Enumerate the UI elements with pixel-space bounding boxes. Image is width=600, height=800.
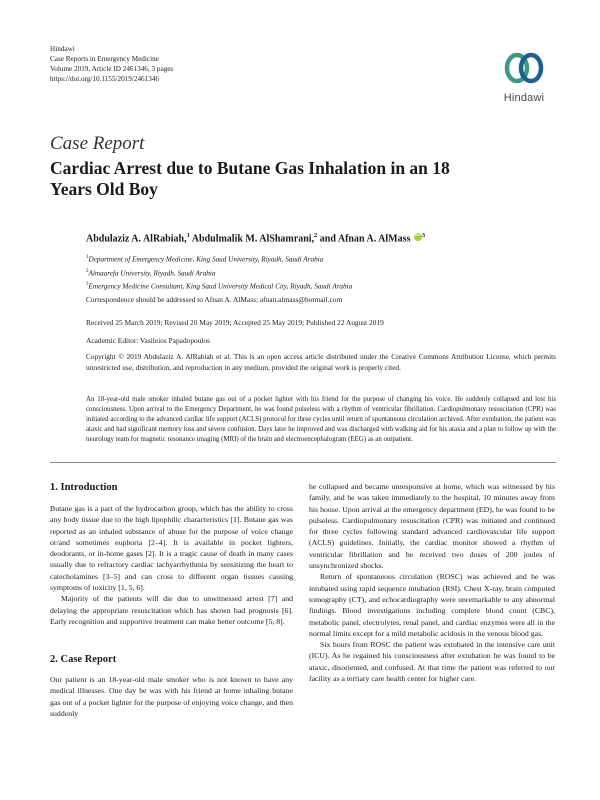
paragraph: he collapsed and became unresponsive at home, which was witnessed by his family, and he was taken immediately to the hospital, 10 minutes away from his house. Upon arrival at the emergency department (ED), he was found to be pulseless. Cardiopulmonary resuscitation (CPR) was initiated and continued for three cycles following standard advanced cardiovascular life support (ACLS) guidelines. Initially, the cardiac monitor showed a rhythm of ventricular fibrillation and he received two doses of 200 joules of unsynchronized shocks. xyxy=(309,482,555,571)
academic-editor: Academic Editor: Vasileios Papadopoulos xyxy=(86,336,211,345)
abstract: An 18-year-old male smoker inhaled butane gas out of a pocket lighter with his friend for the purpose of changing his voice. He suddenly collapsed and lost his consciousness. Upon arrival to the Emergency Department, he was found pulseless with a rhythm of ventricular fibrillation. Cardiopulmonary resuscitation (CPR) was initiated according to the advanced cardiac life support (ACLS) protocol for three cycles until return of spontaneous circulation archived. After extubation, the patient was ataxic and had significant memory loss and severe confusion. Days later he improved and was discharged with walking aid for his ataxia and a plan to follow up with the neurology team for magnetic resonance imaging (MRI) of the brain and electroencephalogram (EEG) as an outpatient. xyxy=(86,396,556,443)
author-name: Abdulmalik M. AlShamrani, xyxy=(189,233,315,245)
journal-meta xyxy=(50,44,173,84)
article-dates: Received 25 March 2019; Revised 20 May 2019; Accepted 25 May 2019; Published 22 August 2019 xyxy=(86,318,384,327)
affiliation-sup: 1 xyxy=(86,255,89,260)
author-sup: 1 xyxy=(186,232,190,239)
author-sup: 3 xyxy=(421,232,426,239)
author-sup: 2 xyxy=(314,232,318,239)
case-report-body xyxy=(50,674,293,719)
copyright-notice: Copyright © 2019 Abdulaziz A. AlRabiah et al. This is an open access article distributed under the Creative Commons Attribution License, which permits unrestricted use, distribution, and reproduction in any medium, provided the original work is properly cited. xyxy=(86,352,556,372)
affiliation-item xyxy=(86,252,352,266)
author-name: and Afnan A. AlMass xyxy=(317,233,411,245)
paragraph: Return of spontaneous circulation (ROSC) was achieved and he was intubated using rapid sequence intubation (RSI). Chest X-ray, brain computed tomography (CT), and echocardiography were unremarkable to any abnormal findings. Blood investigations including complete blood count (CBC), metabolic panel, electrolytes, renal panel, and cardiac enzymes were all in the normal limits except for a mild metabolic acidosis in the venous blood gas. xyxy=(309,572,555,638)
author-name: Abdulaziz A. AlRabiah, xyxy=(86,233,187,245)
author-list xyxy=(86,232,425,244)
affiliations xyxy=(86,252,352,293)
section-heading-introduction: 1. Introduction xyxy=(50,482,118,493)
logo-text: Hindawi xyxy=(503,92,545,104)
affiliation-item xyxy=(86,279,352,293)
paragraph: Butane gas is a part of the hydrocarbon group, which has the ability to cross any body tissue due to the high lipophilic characteristics [1]. Butane gas was reported as an inhaled substance of abuse for the purpose of voice change or/and sometimes euphoria [2–4]. It is available in pocket lighters, deodorants, or in-home gases [2]. It is a tragic cause of death in many cases usually due to refractory cardiac tachyarrhythmia by sensitizing the heart to catecholamines [3–5] and can cross to different organ tissues causing symptoms of toxicity [1, 5, 6]. xyxy=(50,504,293,593)
orcid-icon[interactable] xyxy=(414,233,422,241)
introduction-body xyxy=(50,503,293,627)
paragraph: Our patient is an 18-year-old male smoker who is not known to have any medical illnesses. One day he was with his friend at home inhaling butane gas out of a pocket lighter for the purpose of enjoying voice change, and then suddenly xyxy=(50,675,293,718)
volume-info: Volume 2019, Article ID 2461346, 3 pages xyxy=(50,65,174,73)
paragraph: Majority of the patients will die due to unwitnessed arrest [7] and delaying the appropriate resuscitation which has shown bad prognosis [6]. Early recognition and supportive treatment can make better outcome [5, 8]. xyxy=(50,594,293,626)
article-type: Case Report xyxy=(50,133,145,154)
affiliation-sup: 3 xyxy=(86,282,89,288)
paragraph: Six hours from ROSC the patient was extubated in the intensive care unit (ICU). As he regained his consciousness after extubation he was found to be ataxic, disoriented, and confused. At that time the patient was referred to our facility as a tertiary care health center for higher care. xyxy=(309,640,555,684)
doi-link[interactable]: https://doi.org/10.1155/2019/2461346 xyxy=(50,75,160,83)
journal-name: Case Reports in Emergency Medicine xyxy=(50,55,159,63)
right-column-body xyxy=(309,481,555,684)
publisher-name: Hindawi xyxy=(50,45,75,53)
affiliation-text: Almaarefa University, Riyadh, Saudi Arabia xyxy=(88,269,216,278)
affiliation-text: Department of Emergency Medicine, King Saud University, Riyadh, Saudi Arabia xyxy=(88,255,324,264)
affiliation-item xyxy=(86,266,352,280)
affiliation-sup: 2 xyxy=(86,268,89,274)
divider xyxy=(50,462,556,463)
correspondence: Correspondence should be addressed to Afnan A. AlMass; afnan.almass@hotmail.com xyxy=(86,295,343,304)
affiliation-text: Emergency Medicine Consultant, King Saud University Medical City, Riyadh, Saudi Arabia xyxy=(88,282,353,291)
article-title: Cardiac Arrest due to Butane Gas Inhalation in an 18 Years Old Boy xyxy=(50,158,450,199)
section-heading-case-report: 2. Case Report xyxy=(50,654,117,665)
